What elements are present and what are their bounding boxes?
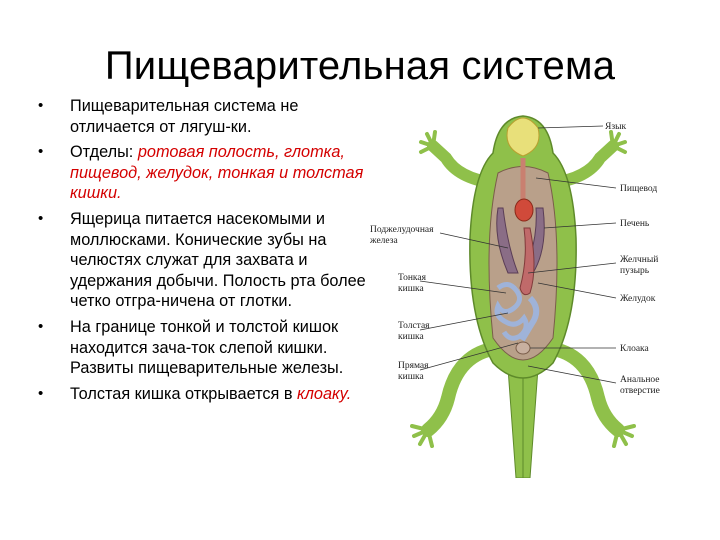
bullet-list xyxy=(36,96,366,409)
label-large-intestine-1: Толстая xyxy=(398,321,430,331)
bullet-icon: • xyxy=(38,317,44,335)
label-anus-1: Анальное xyxy=(620,375,660,385)
label-gallbladder-2: пузырь xyxy=(620,266,650,276)
bullet-icon: • xyxy=(38,143,44,161)
label-small-intestine-1: Тонкая xyxy=(398,273,426,283)
label-pancreas-1: Поджелудочная xyxy=(370,225,434,235)
label-pancreas-2: железа xyxy=(370,236,398,246)
bullet-highlight: клоаку. xyxy=(297,384,352,403)
bullet-text: Толстая кишка открывается в xyxy=(70,384,298,403)
bullet-text: Отделы: xyxy=(70,143,138,162)
bullet-icon: • xyxy=(38,384,44,402)
slide-title: Пищеварительная система xyxy=(104,44,616,88)
label-large-intestine-2: кишка xyxy=(398,332,424,342)
label-small-intestine-2: кишка xyxy=(398,284,424,294)
bullet-item xyxy=(36,384,366,405)
bullet-icon: • xyxy=(38,209,44,227)
label-liver: Печень xyxy=(620,219,650,229)
label-cloaca: Клоака xyxy=(620,344,649,354)
bullet-icon: • xyxy=(38,97,44,114)
bullet-text: Ящерица питается насекомыми и моллюсками. Конические зубы на челюстях служат для захвата и удержания добычи. Полость рта более четко отгра-ничена от глотки. xyxy=(70,209,366,311)
label-rectum-2: кишка xyxy=(398,372,424,382)
bullet-text: Пищеварительная система не отличается от лягуш-ки. xyxy=(70,97,299,136)
bullet-highlight: ротовая полость, глотка, пищевод, желудок, тонкая и толстая кишки. xyxy=(70,143,364,203)
bullet-item xyxy=(36,317,366,379)
bullet-text: На границе тонкой и толстой кишок находится зача-ток слепой кишки. Развиты пищеварительные железы. xyxy=(70,317,344,378)
label-rectum-1: Прямая xyxy=(398,361,429,371)
lizard-digestive-diagram xyxy=(358,98,688,478)
bullet-item xyxy=(36,142,366,204)
label-gallbladder-1: Желчный xyxy=(620,255,659,265)
body-cavity xyxy=(489,158,557,360)
bullet-item xyxy=(36,96,366,137)
label-tongue: Язык xyxy=(605,122,627,132)
bullet-item xyxy=(36,209,366,312)
label-stomach: Желудок xyxy=(620,294,656,304)
label-anus-2: отверстие xyxy=(620,386,660,396)
label-esophagus: Пищевод xyxy=(620,184,658,194)
